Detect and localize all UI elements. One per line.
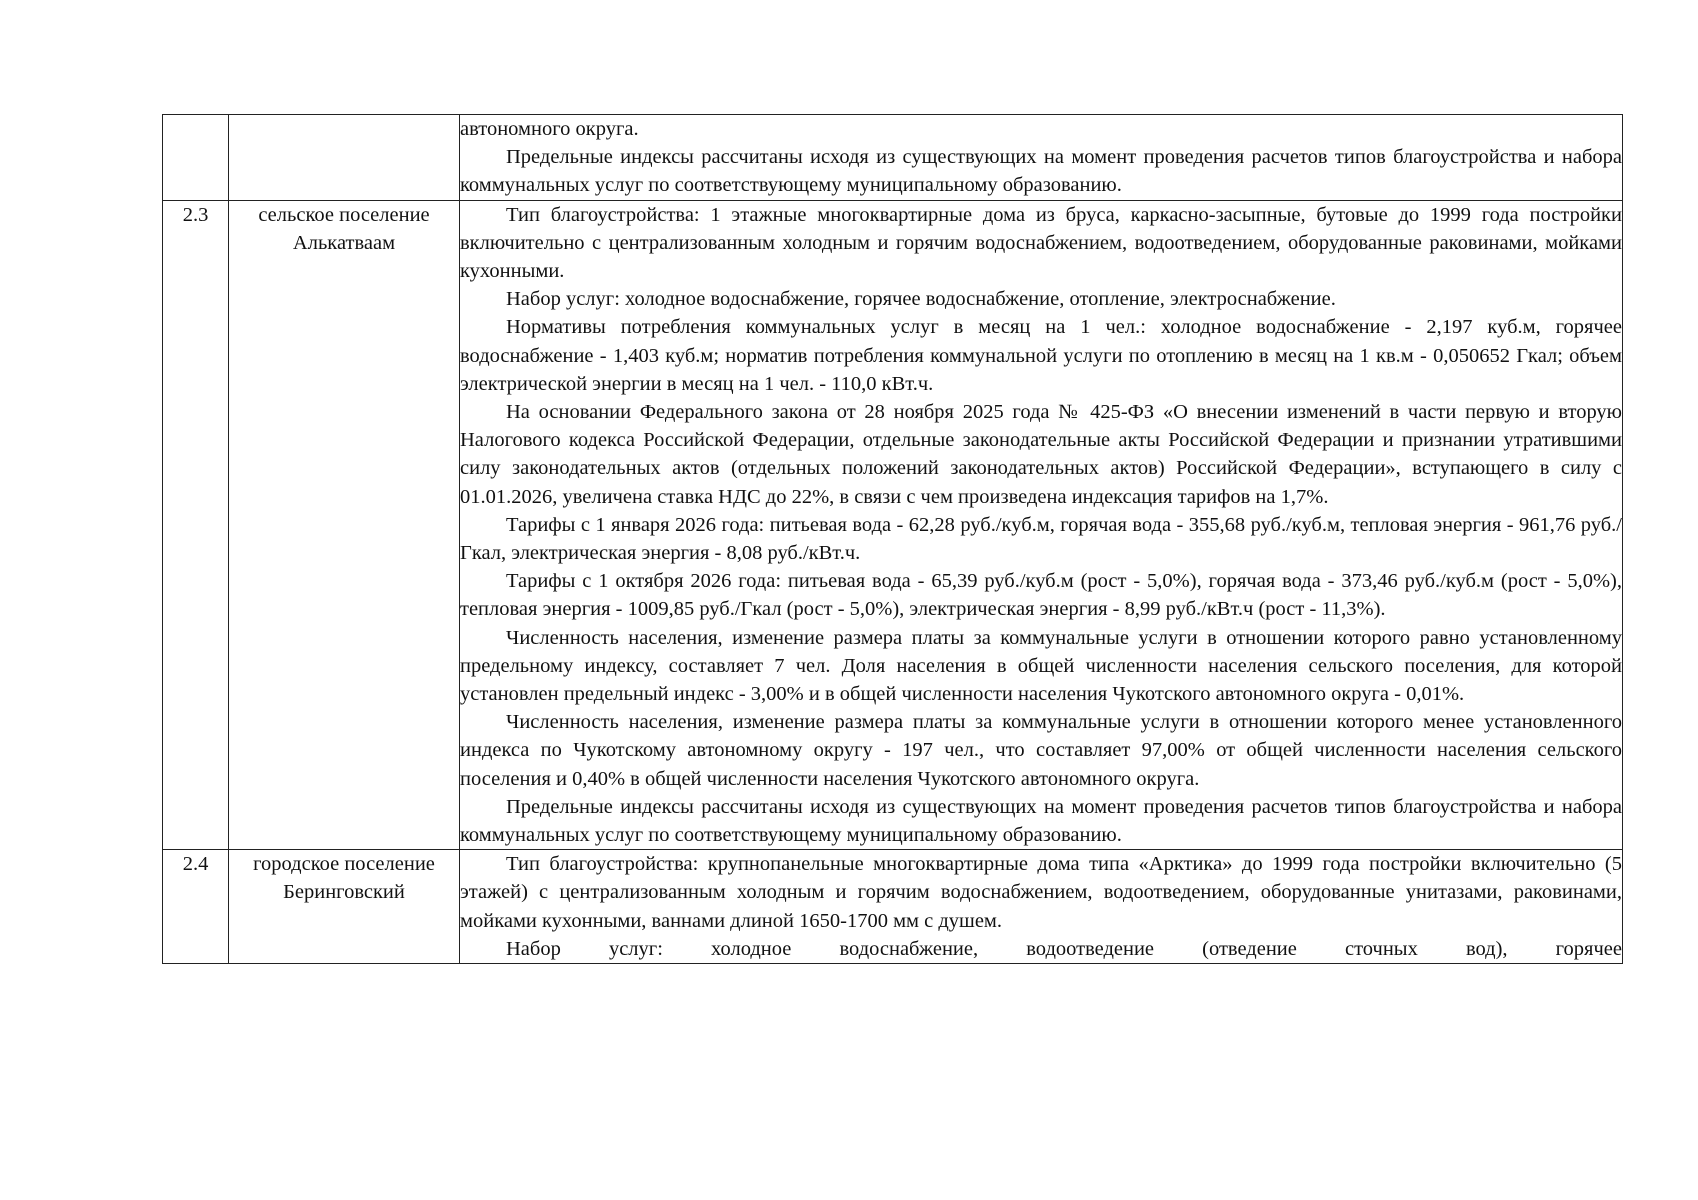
paragraph: Численность населения, изменение размера платы за коммунальные услуги в отношении которого менее установленного индекса по Чукотскому автономному округу - 197 чел., что составляет 97,00% от общей численности населения сельского поселения и 0,40% в общей численности населения Чукотского автономного округа. <box>460 711 1622 790</box>
paragraph: Предельные индексы рассчитаны исходя из существующих на момент проведения расчетов типов благоустройства и набора коммунальных услуг по соответствующему муниципальному образованию. <box>460 146 1622 197</box>
paragraph: Тарифы с 1 октября 2026 года: питьевая вода - 65,39 руб./куб.м (рост - 5,0%), горячая вода - 373,46 руб./куб.м (рост - 5,0%), тепловая энергия - 1009,85 руб./Гкал (рост - 5,0%), электрическая энергия - 8,99 руб./кВт.ч (рост - 11,3%). <box>460 570 1622 621</box>
tariff-table <box>162 114 1623 964</box>
table-row <box>163 200 1623 850</box>
settlement-name <box>229 115 460 201</box>
paragraph: Тип благоустройства: крупнопанельные многоквартирные дома типа «Арктика» до 1999 года постройки включительно (5 этажей) с централизованным холодным и горячим водоснабжением, водоотведением, оборудованные унитазами, раковинами, мойками кухонными, ваннами длиной 1650-1700 мм с душем. <box>460 853 1622 932</box>
table-row <box>163 115 1623 201</box>
paragraph: Набор услуг: холодное водоснабжение, горячее водоснабжение, отопление, электроснабжение. <box>506 288 1336 311</box>
paragraph: Нормативы потребления коммунальных услуг в месяц на 1 чел.: холодное водоснабжение - 2,197 куб.м, горячее водоснабжение - 1,403 куб.м; норматив потребления коммунальной услуги по отоплению в месяц на 1 кв.м - 0,050652 Гкал; объем электрической энергии в месяц на 1 чел. - 110,0 кВт.ч. <box>460 316 1622 395</box>
table-row <box>163 850 1623 964</box>
paragraph: Предельные индексы рассчитаны исходя из существующих на момент проведения расчетов типов благоустройства и набора коммунальных услуг по соответствующему муниципальному образованию. <box>460 795 1622 847</box>
paragraph: Численность населения, изменение размера платы за коммунальные услуги в отношении которого равно установленному предельному индексу, составляет 7 чел. Доля населения в общей численности населения сельского поселения, для которой установлен предельный индекс - 3,00% и в общей численности населения Чукотского автономного округа - 0,01%. <box>460 626 1622 706</box>
row-number <box>163 115 229 201</box>
paragraph: Тип благоустройства: 1 этажные многоквартирные дома из бруса, каркасно-засыпные, бутовые до 1999 года постройки включительно с централизованным холодным и горячим водоснабжением, водоотведением, оборудованные раковинами, мойками кухонными. <box>460 203 1622 283</box>
paragraph: Тарифы с 1 января 2026 года: питьевая вода - 62,28 руб./куб.м, горячая вода - 355,68 руб./куб.м, тепловая энергия - 961,76 руб./Гкал, электрическая энергия - 8,08 руб./кВт.ч. <box>460 513 1622 565</box>
paragraph: автономного округа. <box>460 118 639 140</box>
row-description <box>460 850 1623 964</box>
settlement-name: городское поселение Беринговский <box>229 850 460 964</box>
row-description <box>460 115 1623 201</box>
row-description <box>460 200 1623 850</box>
row-number: 2.3 <box>163 200 229 850</box>
row-number: 2.4 <box>163 850 229 964</box>
settlement-name: сельское поселение Алькатваам <box>229 200 460 850</box>
paragraph: Набор услуг: холодное водоснабжение, водоотведение (отведение сточных вод), горячее <box>506 937 1622 960</box>
paragraph: На основании Федерального закона от 28 ноября 2025 года № 425-ФЗ «О внесении изменений в части первую и вторую Налогового кодекса Российской Федерации, отдельные законодательные акты Российской Федерации и признании утратившими силу законодательных актов (отдельных положений законодательных актов) Российской Федерации», вступающего в силу с 01.01.2026, увеличена ставка НДС до 22%, в связи с чем произведена индексация тарифов на 1,7%. <box>460 401 1622 508</box>
